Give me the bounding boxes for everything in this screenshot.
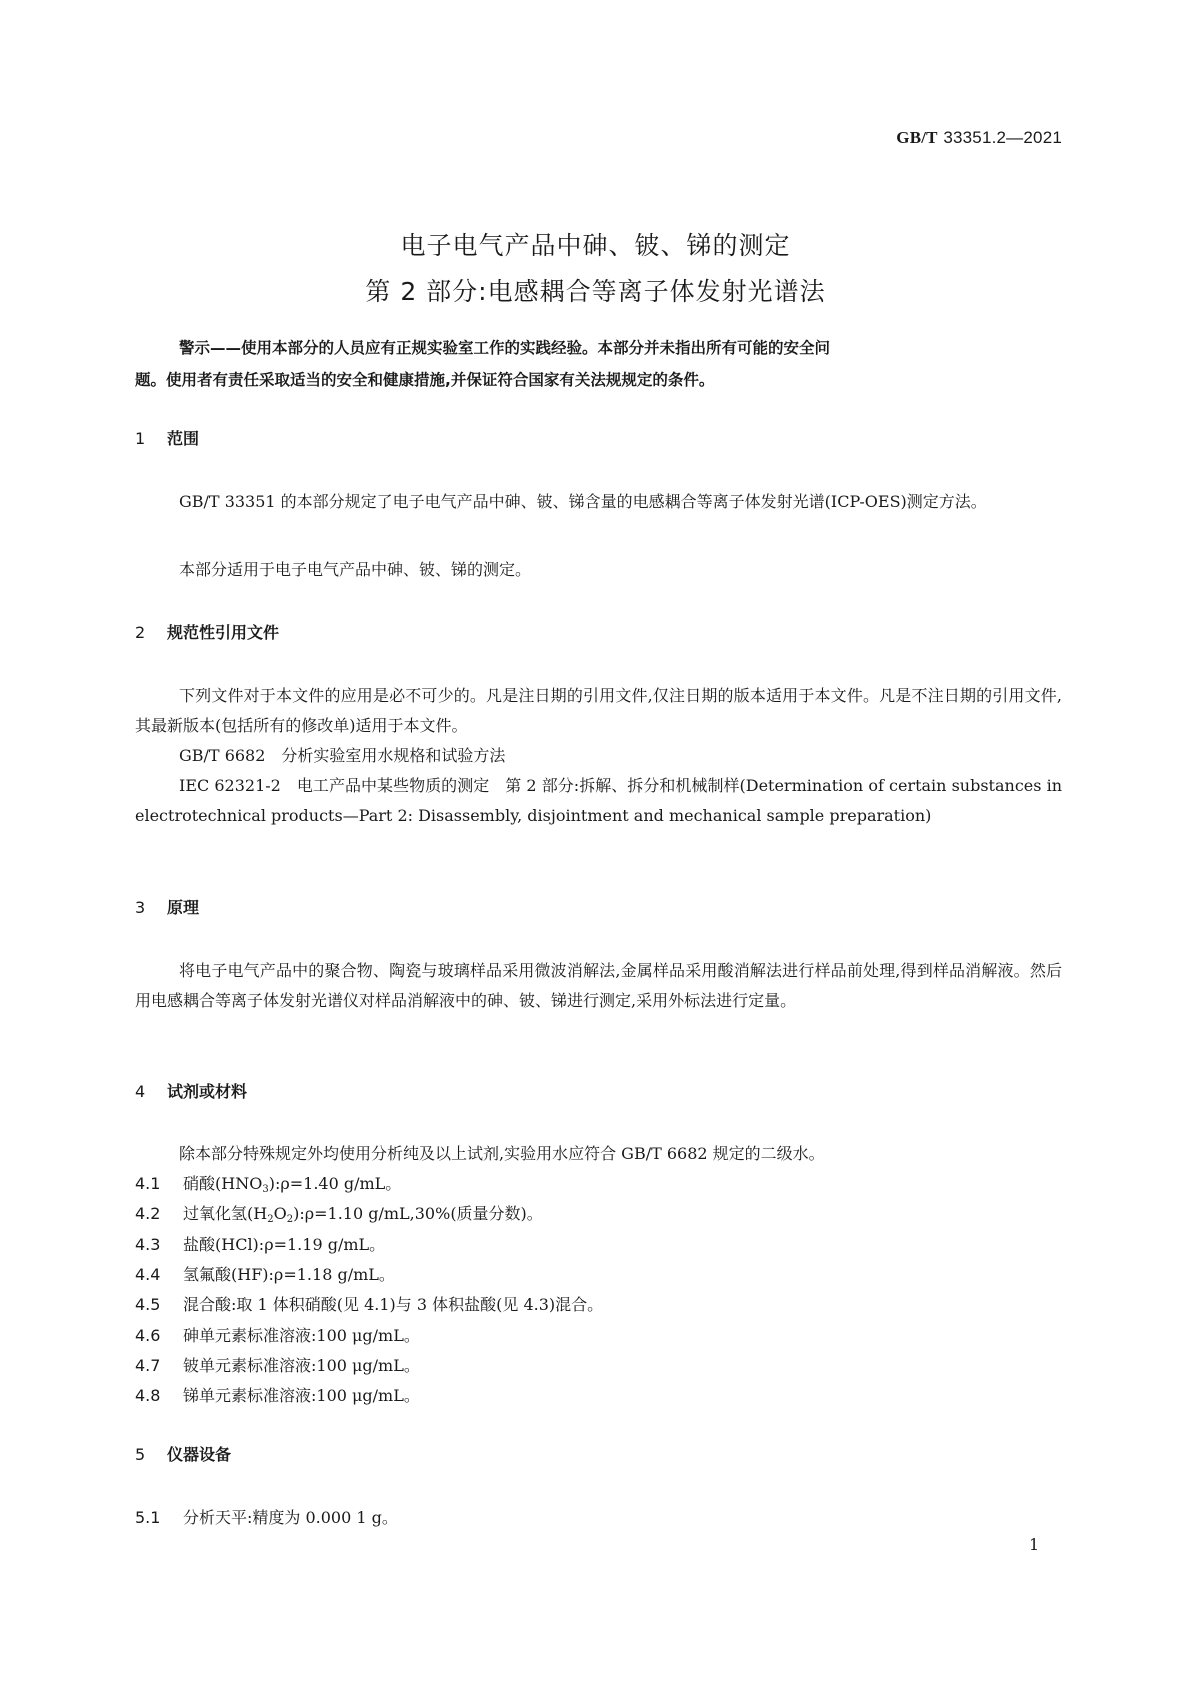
warning-line2: 题。使用者有责任采取适当的安全和健康措施,并保证符合国家有关法规规定的条件。 [135, 371, 715, 389]
section-heading-5 [135, 1442, 231, 1465]
reagent-item-4-5: 4.5 混合酸:取 1 体积硝酸(见 4.1)与 3 体积盐酸(见 4.3)混合。 [135, 1295, 604, 1314]
section-title: 范围 [167, 429, 200, 448]
section-4-paragraph-1: 除本部分特殊规定外均使用分析纯及以上试剂,实验用水应符合 GB/T 6682 规定的二级水。 [179, 1144, 825, 1163]
section-number: 5 [135, 1445, 146, 1464]
reagent-item-4-2: 4.2 过氧化氢$(H_2O_2):\rho=1.10$ g/mL,30%(质量分数)。 [135, 1204, 543, 1225]
section-heading-2 [135, 620, 279, 643]
section-1-paragraph-1: GB/T 33351 的本部分规定了电子电气产品中砷、铍、锑含量的电感耦合等离子体发射光谱(ICP-OES)测定方法。 [179, 492, 987, 511]
section-title: 仪器设备 [167, 1445, 232, 1464]
normative-reference-gbt6682: GB/T 6682 分析实验室用水规格和试验方法 [179, 746, 506, 765]
document-title-line1: 电子电气产品中砷、铍、锑的测定 [400, 231, 791, 260]
section-heading-4 [135, 1079, 247, 1102]
section-2-paragraph-1: 下列文件对于本文件的应用是必不可少的。凡是注日期的引用文件,仅注日期的版本适用于本文件。凡是不注日期的引用文件,其最新版本(包括所有的修改单)适用于本文件。 [135, 686, 1062, 735]
section-title: 规范性引用文件 [167, 623, 280, 642]
section-heading-3 [135, 895, 199, 918]
page-number: 1 [1029, 1535, 1040, 1554]
standard-code [896, 128, 1062, 148]
section-heading-1 [135, 426, 199, 449]
reagent-item-4-8: 4.8 锑单元素标准溶液:100 μg/mL。 [135, 1386, 420, 1405]
equipment-item-5-1: 5.1 分析天平:精度为 0.000 1 g。 [135, 1508, 398, 1527]
document-title-line2: 第 2 部分:电感耦合等离子体发射光谱法 [365, 277, 826, 306]
section-number: 1 [135, 429, 146, 448]
reagent-item-4-3: 4.3 盐酸(HCl):ρ=1.19 g/mL。 [135, 1235, 386, 1254]
section-1-paragraph-2: 本部分适用于电子电气产品中砷、铍、锑的测定。 [179, 560, 532, 579]
section-title: 原理 [167, 898, 200, 917]
reagent-item-4-1: 4.1 硝酸$(HNO_3):\rho=1.40$ g/mL。 [135, 1174, 402, 1195]
section-number: 2 [135, 623, 146, 642]
standard-number: 33351.2—2021 [943, 128, 1062, 147]
reagent-item-4-7: 4.7 铍单元素标准溶液:100 μg/mL。 [135, 1356, 420, 1375]
section-number: 4 [135, 1082, 146, 1101]
reagent-item-4-4: 4.4 氢氟酸(HF):ρ=1.18 g/mL。 [135, 1265, 395, 1284]
warning-line1: 警示——使用本部分的人员应有正规实验室工作的实践经验。本部分并未指出所有可能的安全问 [179, 339, 831, 357]
reagent-item-4-6: 4.6 砷单元素标准溶液:100 μg/mL。 [135, 1326, 420, 1345]
standard-prefix: GB/T [896, 128, 938, 147]
normative-reference-iec62321: IEC 62321-2 电工产品中某些物质的测定 第 2 部分:拆解、拆分和机械制样(Determination of certain substances in electrotechnical products—Part 2: Disassembly, disjointment and mechanical sample preparation) [135, 776, 1062, 825]
section-3-paragraph-1: 将电子电气产品中的聚合物、陶瓷与玻璃样品采用微波消解法,金属样品采用酸消解法进行样品前处理,得到样品消解液。然后用电感耦合等离子体发射光谱仪对样品消解液中的砷、铍、锑进行测定,采用外标法进行定量。 [135, 961, 1062, 1010]
section-number: 3 [135, 898, 146, 917]
section-title: 试剂或材料 [167, 1082, 248, 1101]
safety-warning [135, 332, 1062, 396]
